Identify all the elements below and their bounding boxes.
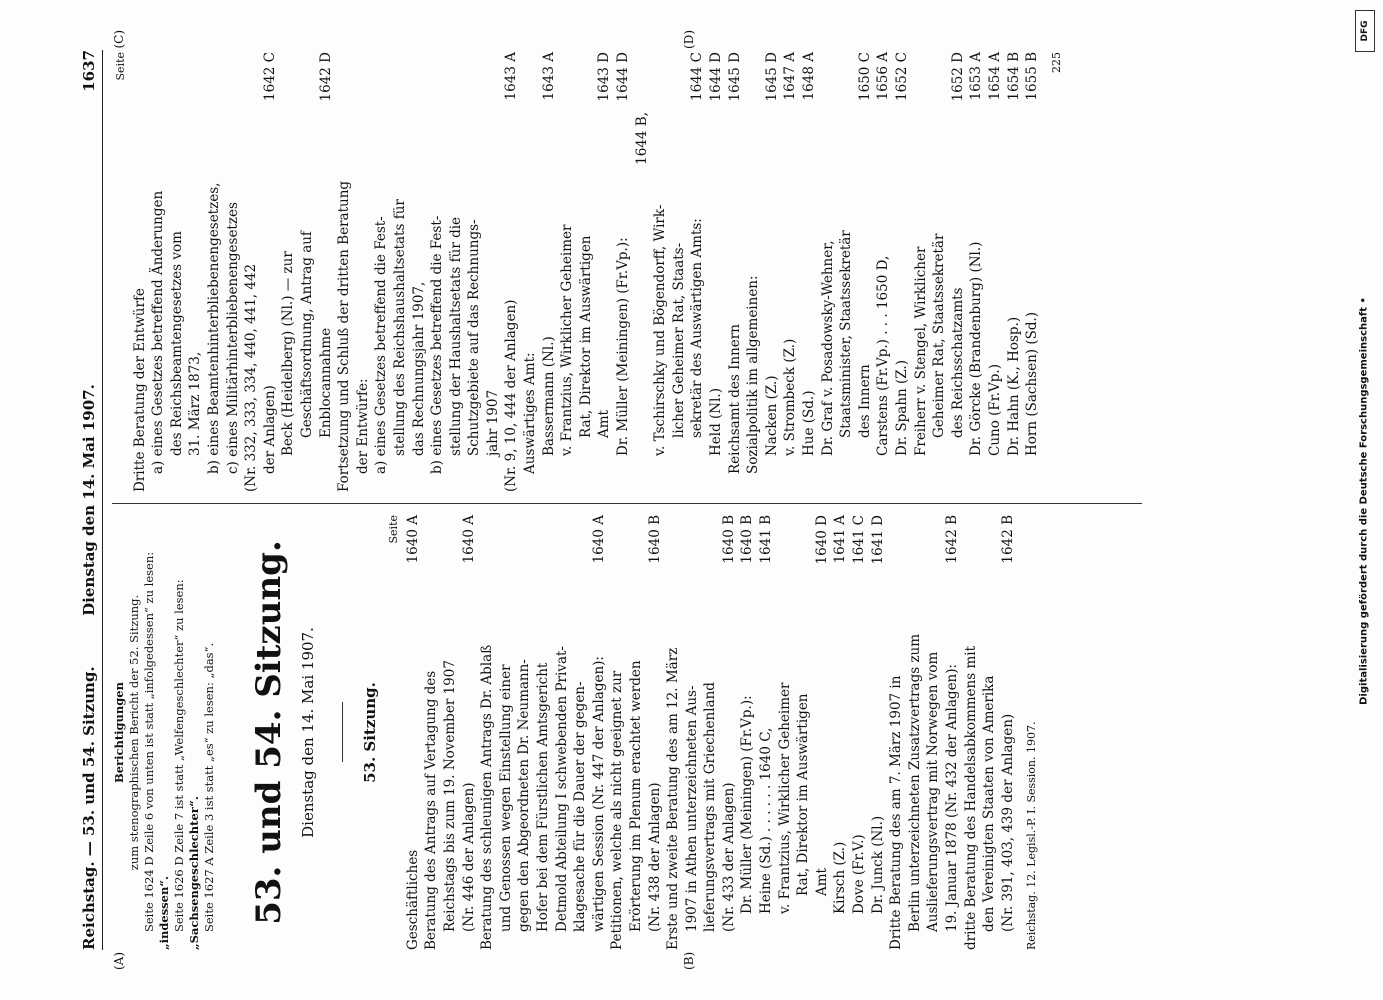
toc-entry xyxy=(558,52,577,492)
margin-mark-a: (A) xyxy=(111,951,126,970)
toc-entry-text: Erörterung im Plenum erachtet werden xyxy=(627,660,644,932)
toc-entry-text: v. Frantzius, Wirklicher Geheimer xyxy=(558,224,575,456)
corrections-title: Berichtigungen xyxy=(111,682,126,783)
toc-entry-text: 1644 B, xyxy=(633,112,650,165)
toc-entry-page: 1640 A xyxy=(404,515,421,564)
toc-entry-text: Petitionen, welche als nicht geeignet zur xyxy=(608,670,625,950)
toc-entry-text: Erste und zweite Beratung des am 12. März xyxy=(664,647,681,950)
header-center: Dienstag den 14. Mai 1907. xyxy=(79,384,98,616)
toc-entry-page: 1640 B xyxy=(738,515,755,564)
toc-entry-text: Dr. Junck (Nl.) xyxy=(869,815,886,914)
toc-entry xyxy=(422,515,441,950)
toc-entry-text: Amt xyxy=(595,410,612,438)
toc-entry xyxy=(961,515,980,950)
toc-entry-text: 19. Januar 1878 (Nr. 432 der Anlagen): xyxy=(943,663,960,932)
toc-entry-page: 1644 D xyxy=(614,52,631,102)
toc-entry xyxy=(571,515,590,950)
toc-entry-text: v. Strombeck (Z.) xyxy=(781,338,798,456)
toc-entry xyxy=(943,515,962,950)
toc-entry-text: Freiherr v. Stengel, Wirklicher xyxy=(912,246,929,456)
toc-entry-text: Beratung des schleunigen Antrags Dr. Ablaß xyxy=(478,644,495,950)
toc-entry-text: (Nr. 433 der Anlagen) xyxy=(720,782,737,932)
toc-entry xyxy=(483,52,502,492)
toc-entry-text: Geheimer Rat, Staatssekretär xyxy=(930,233,947,438)
toc-entry-text: Heine (Sd.) . . . . . . 1640 C, xyxy=(757,727,774,914)
toc-entry-text: gegen den Abgeordneten Dr. Neumann- xyxy=(515,659,532,932)
toc-entry-text: sekretär des Auswärtigen Amts: xyxy=(688,218,705,438)
toc-entry-text: 1907 in Athen unterzeichneten Aus- xyxy=(683,685,700,932)
toc-entry xyxy=(892,52,911,492)
toc-entry-text: 31. März 1873, xyxy=(186,351,203,456)
toc-entry-text: b) eines Beamtenhinterbliebenengesetzes, xyxy=(205,182,222,474)
toc-entry xyxy=(316,52,335,492)
toc-entry-text: Dritte Beratung der Entwürfe xyxy=(131,288,148,492)
toc-entry xyxy=(608,515,627,950)
right-entries xyxy=(130,52,1041,492)
toc-entry xyxy=(260,52,279,492)
toc-entry-text: des Reichsschatzamts xyxy=(949,287,966,438)
toc-entry-text: Sozialpolitik im allgemeinen: xyxy=(744,275,761,474)
left-entries xyxy=(403,515,1017,950)
toc-entry xyxy=(446,52,465,492)
toc-entry xyxy=(818,52,837,492)
toc-entry-text: Reichsamt des Innern xyxy=(726,324,743,474)
corrections-line: „indessen“. xyxy=(156,876,171,950)
toc-entry xyxy=(521,52,540,492)
toc-entry xyxy=(868,515,887,950)
right-column xyxy=(112,52,1066,492)
toc-entry-page: 1652 C xyxy=(893,52,910,101)
toc-entry-text: (Nr. 446 der Anlagen) xyxy=(460,782,477,932)
toc-entry-page: 1650 C xyxy=(856,52,873,101)
corrections-line: Seite 1624 D Zeile 6 von unten ist statt „infolgedessen“ zu lesen: xyxy=(141,551,156,932)
toc-entry-text: Held (Nl.) xyxy=(707,388,724,456)
toc-entry xyxy=(688,52,707,492)
toc-entry-text: Berlin unterzeichneten Zusatzvertrags zum xyxy=(906,633,923,932)
toc-entry xyxy=(911,52,930,492)
toc-entry xyxy=(167,52,186,492)
toc-entry-page: 1656 A xyxy=(874,52,891,101)
toc-entry xyxy=(757,515,776,950)
toc-entry xyxy=(403,515,422,950)
toc-entry xyxy=(948,52,967,492)
toc-entry-text: Beck (Heidelberg) (Nl.) — zur xyxy=(279,251,296,456)
toc-entry-text: Dr. Hahn (K., Hosp.) xyxy=(1005,316,1021,456)
toc-entry xyxy=(775,515,794,950)
toc-entry-text: Reichstags bis zum 19. November 1907 xyxy=(441,660,458,932)
left-footer: Reichstag. 12. Legisl.-P. I. Session. 1907. xyxy=(1024,721,1038,950)
toc-entry xyxy=(794,515,813,950)
toc-entry-page: 1643 A xyxy=(540,52,557,101)
toc-entry-text: lieferungsvertrags mit Griechenland xyxy=(701,682,718,932)
toc-entry xyxy=(279,52,298,492)
toc-entry-text: Cuno (Fr.Vp.) xyxy=(986,364,1003,456)
toc-entry-text: (Nr. 332, 333, 334, 440, 441, 442 xyxy=(242,263,259,492)
toc-entry-page: 1642 B xyxy=(943,515,960,564)
toc-entry xyxy=(781,52,800,492)
toc-entry xyxy=(645,515,664,950)
toc-entry-text: c) eines Militärhinterbliebenengesetzes xyxy=(224,202,241,474)
toc-entry xyxy=(762,52,781,492)
toc-entry-text: und Genossen wegen Einstellung einer xyxy=(497,664,514,932)
toc-entry-text: b) eines Gesetzes betreffend die Fest- xyxy=(428,215,445,474)
toc-entry-text: das Rechnungsjahr 1907, xyxy=(410,281,426,456)
toc-entry xyxy=(837,52,856,492)
toc-entry xyxy=(632,52,651,492)
digitization-note xyxy=(1351,8,1377,993)
toc-entry xyxy=(390,52,409,492)
toc-entry xyxy=(614,52,633,492)
toc-entry-text: Bassermann (Nl.) xyxy=(540,336,557,456)
seite-label: Seite xyxy=(386,515,400,544)
header-left: Reichstag. — 53. und 54. Sitzung. xyxy=(79,666,98,950)
toc-entry-text: Horn (Sachsen) (Sd.) xyxy=(1023,311,1040,456)
toc-entry-text: des Reichsbeamtengesetzes vom xyxy=(168,231,185,456)
toc-entry-text: Dr. Spahn (Z.) xyxy=(893,360,910,456)
toc-entry xyxy=(651,52,670,492)
toc-entry-text: Dr. Müller (Meiningen) (Fr.Vp.): xyxy=(738,695,755,914)
toc-entry-text: klagesache für die Dauer der gegen- xyxy=(571,681,588,932)
toc-entry xyxy=(738,515,757,950)
toc-entry xyxy=(682,515,701,950)
toc-entry xyxy=(887,515,906,950)
toc-entry-page: 1647 A xyxy=(781,52,798,101)
toc-entry xyxy=(223,52,242,492)
toc-entry-text: Rat, Direktor im Auswärtigen xyxy=(577,235,594,438)
toc-entry-page: 1641 A xyxy=(831,515,848,564)
toc-entry xyxy=(1004,52,1023,492)
toc-entry xyxy=(595,52,614,492)
toc-entry-text: licher Geheimer Rat, Staats- xyxy=(670,242,687,438)
toc-entry-text: Hue (Sd.) xyxy=(800,390,817,456)
toc-entry xyxy=(186,52,205,492)
toc-entry xyxy=(149,52,168,492)
toc-entry-text: der Anlagen) xyxy=(261,385,278,474)
toc-entry-text: Dove (Fr.V.) xyxy=(850,834,867,914)
toc-entry xyxy=(465,52,484,492)
toc-entry-page: 1641 B xyxy=(757,515,774,564)
running-header xyxy=(80,50,103,950)
toc-entry xyxy=(664,515,683,950)
toc-entry xyxy=(428,52,447,492)
session-date: Dienstag den 14. Mai 1907. xyxy=(298,627,317,838)
toc-entry xyxy=(533,515,552,950)
toc-entry-page: 1648 A xyxy=(800,52,817,101)
corrections-block xyxy=(112,515,217,950)
toc-entry-text: v. Tschirschky und Bögendorff, Wirk- xyxy=(651,204,668,456)
toc-entry-text: Carstens (Fr.Vp.) . . . 1650 D, xyxy=(874,255,891,456)
toc-entry xyxy=(850,515,869,950)
toc-entry xyxy=(725,52,744,492)
toc-entry-page: 1644 C xyxy=(688,52,705,101)
toc-entry-text: a) eines Gesetzes betreffend die Fest- xyxy=(372,216,389,474)
toc-entry xyxy=(297,52,316,492)
toc-entry-page: 1643 A xyxy=(502,52,519,101)
toc-entry-text: Dritte Beratung des am 7. März 1907 in xyxy=(887,675,904,950)
toc-entry-text: stellung der Haushaltsetats für die xyxy=(447,216,464,456)
toc-entry-text: Hofer bei dem Fürstlichen Amtsgericht xyxy=(534,662,551,932)
toc-entry-page: 1645 D xyxy=(726,52,743,102)
toc-entry xyxy=(930,52,949,492)
toc-entry xyxy=(626,515,645,950)
page-number: 1637 xyxy=(79,50,98,92)
seite-label-right: Seite xyxy=(113,52,127,81)
toc-entry-text: Auslieferungsvertrag mit Norwegen vom xyxy=(924,651,941,932)
rotated-sheet xyxy=(42,30,1342,970)
toc-entry-text: Dr. Görcke (Brandenburg) (Nl.) xyxy=(967,241,984,456)
toc-entry-page: 1652 D xyxy=(949,52,966,102)
dfg-logo: DFG xyxy=(1355,10,1375,52)
corrections-line: zum stenographischen Bericht der 52. Sitzung. xyxy=(126,594,141,871)
margin-mark-b: (B) xyxy=(681,951,696,970)
toc-entry xyxy=(855,52,874,492)
toc-entry xyxy=(372,52,391,492)
toc-entry xyxy=(335,52,354,492)
toc-entry-text: wärtigen Session (Nr. 447 der Anlagen): xyxy=(590,656,607,932)
toc-entry-text: dritte Beratung des Handelsabkommens mit xyxy=(962,646,979,950)
toc-entry xyxy=(701,515,720,950)
toc-entry-text: stellung des Reichshaushaltsetats für xyxy=(391,199,408,456)
column-rule xyxy=(112,503,1142,504)
toc-entry xyxy=(576,52,595,492)
toc-entry xyxy=(242,52,261,492)
toc-entry xyxy=(1023,52,1042,492)
toc-entry-page: 1654 B xyxy=(1005,52,1021,101)
toc-entry xyxy=(478,515,497,950)
margin-mark-d: (D) xyxy=(681,30,696,49)
toc-entry-page: 1641 C xyxy=(850,515,867,564)
toc-entry-page: 1642 B xyxy=(999,515,1016,564)
toc-entry-page: 1640 A xyxy=(590,515,607,564)
toc-entry-text: Rat, Direktor im Auswärtigen xyxy=(794,693,811,896)
toc-entry-text: (Nr. 9, 10, 444 der Anlagen) xyxy=(502,299,519,492)
toc-entry xyxy=(967,52,986,492)
toc-entry xyxy=(980,515,999,950)
corrections-line: „Sachsengeschlechter“. xyxy=(186,796,201,950)
toc-entry-text: jahr 1907 xyxy=(484,389,501,456)
toc-entry-text: Amt xyxy=(813,868,830,896)
toc-entry-page: 1640 D xyxy=(813,515,830,565)
toc-entry xyxy=(552,515,571,950)
toc-entry xyxy=(496,515,515,950)
toc-entry xyxy=(924,515,943,950)
left-column xyxy=(112,515,1042,950)
toc-entry-page: 1640 A xyxy=(460,515,477,564)
toc-entry-page: 1653 A xyxy=(967,52,984,101)
toc-entry xyxy=(130,52,149,492)
toc-entry-page: 1642 C xyxy=(261,52,278,101)
toc-entry xyxy=(744,52,763,492)
toc-entry-text: Enblocannahme xyxy=(317,327,334,438)
toc-entry-page: 1641 D xyxy=(869,515,886,565)
toc-entry xyxy=(998,515,1017,950)
toc-entry-page: 1640 B xyxy=(646,515,662,564)
toc-entry-page: 1655 B xyxy=(1023,52,1040,101)
toc-entry-text: des Innern xyxy=(856,364,873,438)
toc-entry-page: 1654 A xyxy=(986,52,1003,101)
signature-number: 225 xyxy=(1049,52,1063,73)
digitization-text: Digitalisierung gefördert durch die Deutsche Forschungsgemeinschaft • xyxy=(1358,296,1370,705)
toc-entry xyxy=(669,52,688,492)
toc-entry xyxy=(515,515,534,950)
toc-entry-text: Dr. Graf v. Posadowsky-Wehner, xyxy=(819,240,836,456)
toc-entry-text: Geschäftsordnung, Antrag auf xyxy=(298,231,315,438)
toc-entry xyxy=(719,515,738,950)
divider xyxy=(341,703,342,763)
toc-entry-text: a) eines Gesetzes betreffend Änderungen xyxy=(149,190,166,474)
toc-entry-page: 1644 D xyxy=(707,52,724,102)
toc-entry xyxy=(874,52,893,492)
toc-entry-page: 1643 D xyxy=(595,52,612,102)
session-title: 53. und 54. Sitzung. xyxy=(248,540,289,925)
toc-entry xyxy=(353,52,372,492)
toc-entry-text: der Entwürfe: xyxy=(354,378,371,474)
toc-entry xyxy=(799,52,818,492)
toc-entry-text: v. Frantzius, Wirklicher Geheimer xyxy=(776,682,793,914)
toc-entry xyxy=(707,52,726,492)
toc-entry xyxy=(204,52,223,492)
toc-entry xyxy=(812,515,831,950)
toc-entry-page: 1640 B xyxy=(720,515,737,564)
toc-entry-page: 1642 D xyxy=(317,52,334,102)
toc-entry-text: Schutzgebiete auf das Rechnungs- xyxy=(465,219,482,456)
toc-entry-text: Nacken (Z.) xyxy=(763,375,780,456)
corrections-line: Seite 1627 A Zeile 3 ist statt „es“ zu lesen: „das“. xyxy=(201,642,216,932)
margin-mark-c: (C) xyxy=(111,30,126,49)
toc-entry-text: den Vereinigten Staaten von Amerika xyxy=(980,675,997,932)
toc-entry-text: Fortsetzung und Schluß der dritten Beratung xyxy=(335,180,352,492)
toc-entry xyxy=(985,52,1004,492)
toc-entry-page: 1645 D xyxy=(763,52,780,102)
toc-entry-text: Auswärtiges Amt: xyxy=(521,352,538,474)
toc-entry xyxy=(539,52,558,492)
toc-entry-text: Geschäftliches xyxy=(404,849,421,950)
toc-entry xyxy=(409,52,428,492)
toc-entry-text: Dr. Müller (Meiningen) (Fr.Vp.): xyxy=(614,237,631,456)
session-subtitle: 53. Sitzung. xyxy=(360,682,379,783)
toc-entry-text: (Nr. 391, 403, 439 der Anlagen) xyxy=(999,713,1016,932)
toc-entry-text: Detmold Abteilung I schwebenden Privat- xyxy=(553,646,570,932)
corrections-line: Seite 1626 D Zeile 7 ist statt „Welfengeschlechter“ zu lesen: xyxy=(171,579,186,932)
toc-entry-text: Beratung des Antrags auf Vertagung des xyxy=(422,670,439,950)
toc-entry xyxy=(440,515,459,950)
toc-entry xyxy=(831,515,850,950)
toc-entry xyxy=(459,515,478,950)
toc-entry-text: Kirsch (Z.) xyxy=(831,841,848,914)
toc-entry-text: (Nr. 438 der Anlagen) xyxy=(646,782,662,932)
toc-entry xyxy=(905,515,924,950)
toc-entry xyxy=(589,515,608,950)
toc-entry-text: Staatsminister, Staatssekretär xyxy=(837,230,854,438)
toc-entry xyxy=(502,52,521,492)
